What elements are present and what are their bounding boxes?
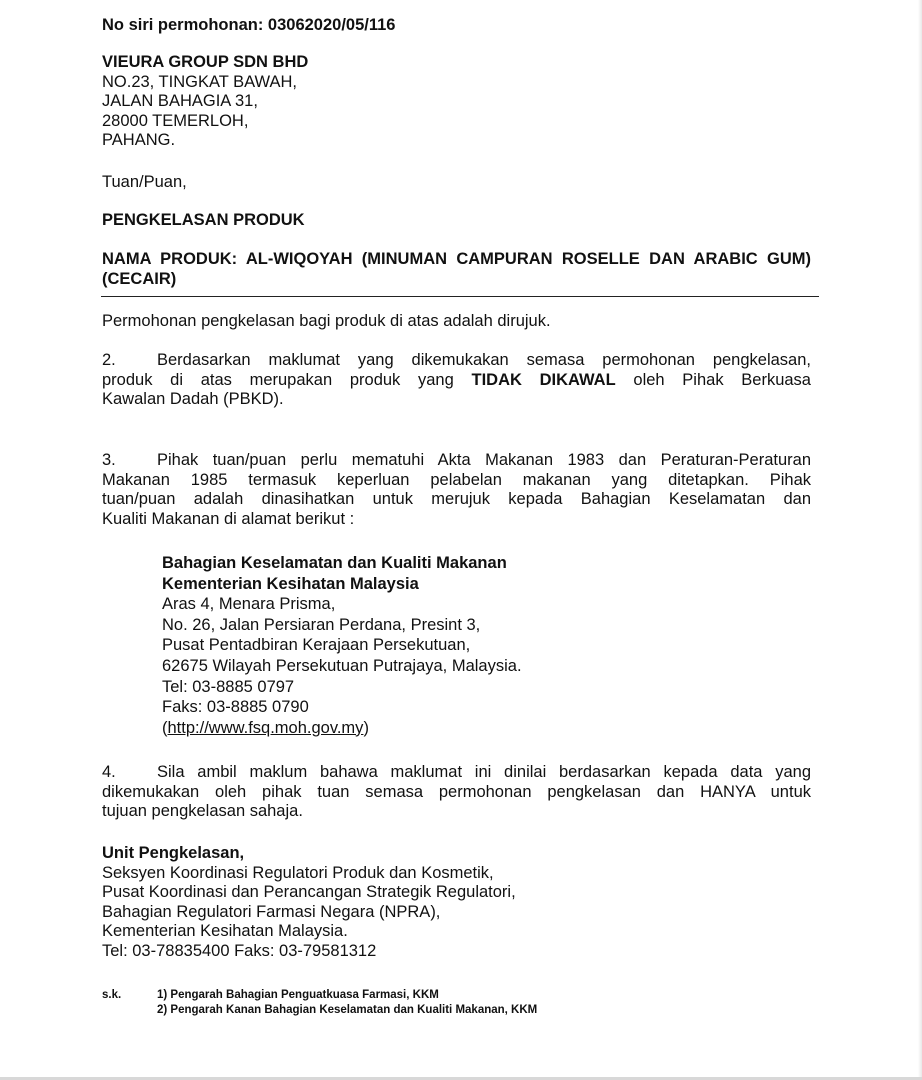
paragraph-4-line: tujuan pengkelasan sahaja. <box>102 802 303 821</box>
sender-unit-title: Unit Pengkelasan, <box>102 844 245 862</box>
paragraph-3-line: Pihak tuan/puan perlu mematuhi Akta Makanan 1983 dan Peraturan-Peraturan <box>157 451 811 469</box>
paragraph-2-text: produk di atas merupakan produk yang <box>102 370 454 389</box>
agency-address-line: Aras 4, Menara Prisma, <box>162 595 336 614</box>
paragraph-2-line: Kawalan Dadah (PBKD). <box>102 390 284 409</box>
letter-subject: PENGKELASAN PRODUK <box>102 211 305 229</box>
paragraph-1: Permohonan pengkelasan bagi produk di atas adalah dirujuk. <box>102 312 551 330</box>
agency-ministry: Kementerian Kesihatan Malaysia <box>162 574 419 593</box>
paragraph-number: 4. <box>102 763 116 781</box>
product-name-line: (CECAIR) <box>102 269 177 288</box>
paragraph-3-line: Kualiti Makanan di alamat berikut : <box>102 509 355 528</box>
recipient-address-line: JALAN BAHAGIA 31, <box>102 92 258 111</box>
cc-item: 1) Pengarah Bahagian Penguatkuasa Farmasi, KKM <box>157 989 439 1001</box>
paragraph-number: 3. <box>102 451 116 469</box>
recipient-address-line: 28000 TEMERLOH, <box>102 111 249 130</box>
cc-label: s.k. <box>102 989 122 1001</box>
paragraph-4-line: dikemukakan oleh pihak tuan semasa permohonan pengkelasan dan HANYA untuk <box>102 782 811 801</box>
sender-unit-line: Pusat Koordinasi dan Perancangan Strategik Regulatori, <box>102 883 516 902</box>
agency-address-line: Pusat Pentadbiran Kerajaan Persekutuan, <box>162 636 471 655</box>
not-controlled-emphasis: TIDAK DIKAWAL <box>471 370 616 389</box>
carbon-copy-list <box>102 988 802 1017</box>
cc-item: 2) Pengarah Kanan Bahagian Keselamatan dan Kualiti Makanan, KKM <box>157 1003 538 1016</box>
paragraph-2 <box>102 351 811 410</box>
paragraph-2-text: oleh Pihak Berkuasa <box>633 370 811 389</box>
agency-tel: Tel: 03-8885 0797 <box>162 677 295 696</box>
agency-website-link[interactable]: http://www.fsq.moh.gov.my <box>167 718 364 737</box>
agency-name: Bahagian Keselamatan dan Kualiti Makanan <box>162 554 507 572</box>
paragraph-3-line: Makanan 1985 termasuk keperluan pelabelan makanan yang ditetapkan. Pihak <box>102 470 811 489</box>
product-name-line: NAMA PRODUK: AL-WIQOYAH (MINUMAN CAMPURAN ROSELLE DAN ARABIC GUM) <box>102 250 811 268</box>
agency-address-line: No. 26, Jalan Persiaran Perdana, Presint 3, <box>162 615 481 634</box>
product-name-heading <box>102 250 811 289</box>
sender-unit-line: Kementerian Kesihatan Malaysia. <box>102 922 348 941</box>
paragraph-2-line: Berdasarkan maklumat yang dikemukakan semasa permohonan pengkelasan, <box>157 351 811 369</box>
paragraph-number: 2. <box>102 351 116 369</box>
agency-fax: Faks: 03-8885 0790 <box>162 698 309 717</box>
agency-address-line: 62675 Wilayah Persekutuan Putrajaya, Malaysia. <box>162 656 522 675</box>
application-serial: No siri permohonan: 03062020/05/116 <box>102 16 396 34</box>
page-edge-shadow <box>918 0 922 1080</box>
paragraph-3-line: tuan/puan adalah dinasihatkan untuk merujuk kepada Bahagian Keselamatan dan <box>102 490 811 509</box>
salutation: Tuan/Puan, <box>102 173 187 191</box>
sender-unit-block <box>102 844 811 962</box>
paragraph-4 <box>102 763 811 822</box>
agency-website: (http://www.fsq.moh.gov.my) <box>162 718 369 737</box>
sender-unit-line: Bahagian Regulatori Farmasi Negara (NPRA), <box>102 902 441 921</box>
paragraph-4-line: Sila ambil maklum bahawa maklumat ini dinilai berdasarkan kepada data yang <box>157 763 811 781</box>
recipient-address-line: PAHANG. <box>102 131 176 150</box>
recipient-company: VIEURA GROUP SDN BHD <box>102 53 309 71</box>
sender-unit-line: Seksyen Koordinasi Regulatori Produk dan Kosmetik, <box>102 863 494 882</box>
sender-unit-contact: Tel: 03-78835400 Faks: 03-79581312 <box>102 941 377 960</box>
recipient-address-block <box>102 53 811 151</box>
heading-divider <box>101 296 819 297</box>
paragraph-3 <box>102 451 811 529</box>
recipient-address-line: NO.23, TINGKAT BAWAH, <box>102 72 297 91</box>
agency-address-block <box>162 553 682 738</box>
